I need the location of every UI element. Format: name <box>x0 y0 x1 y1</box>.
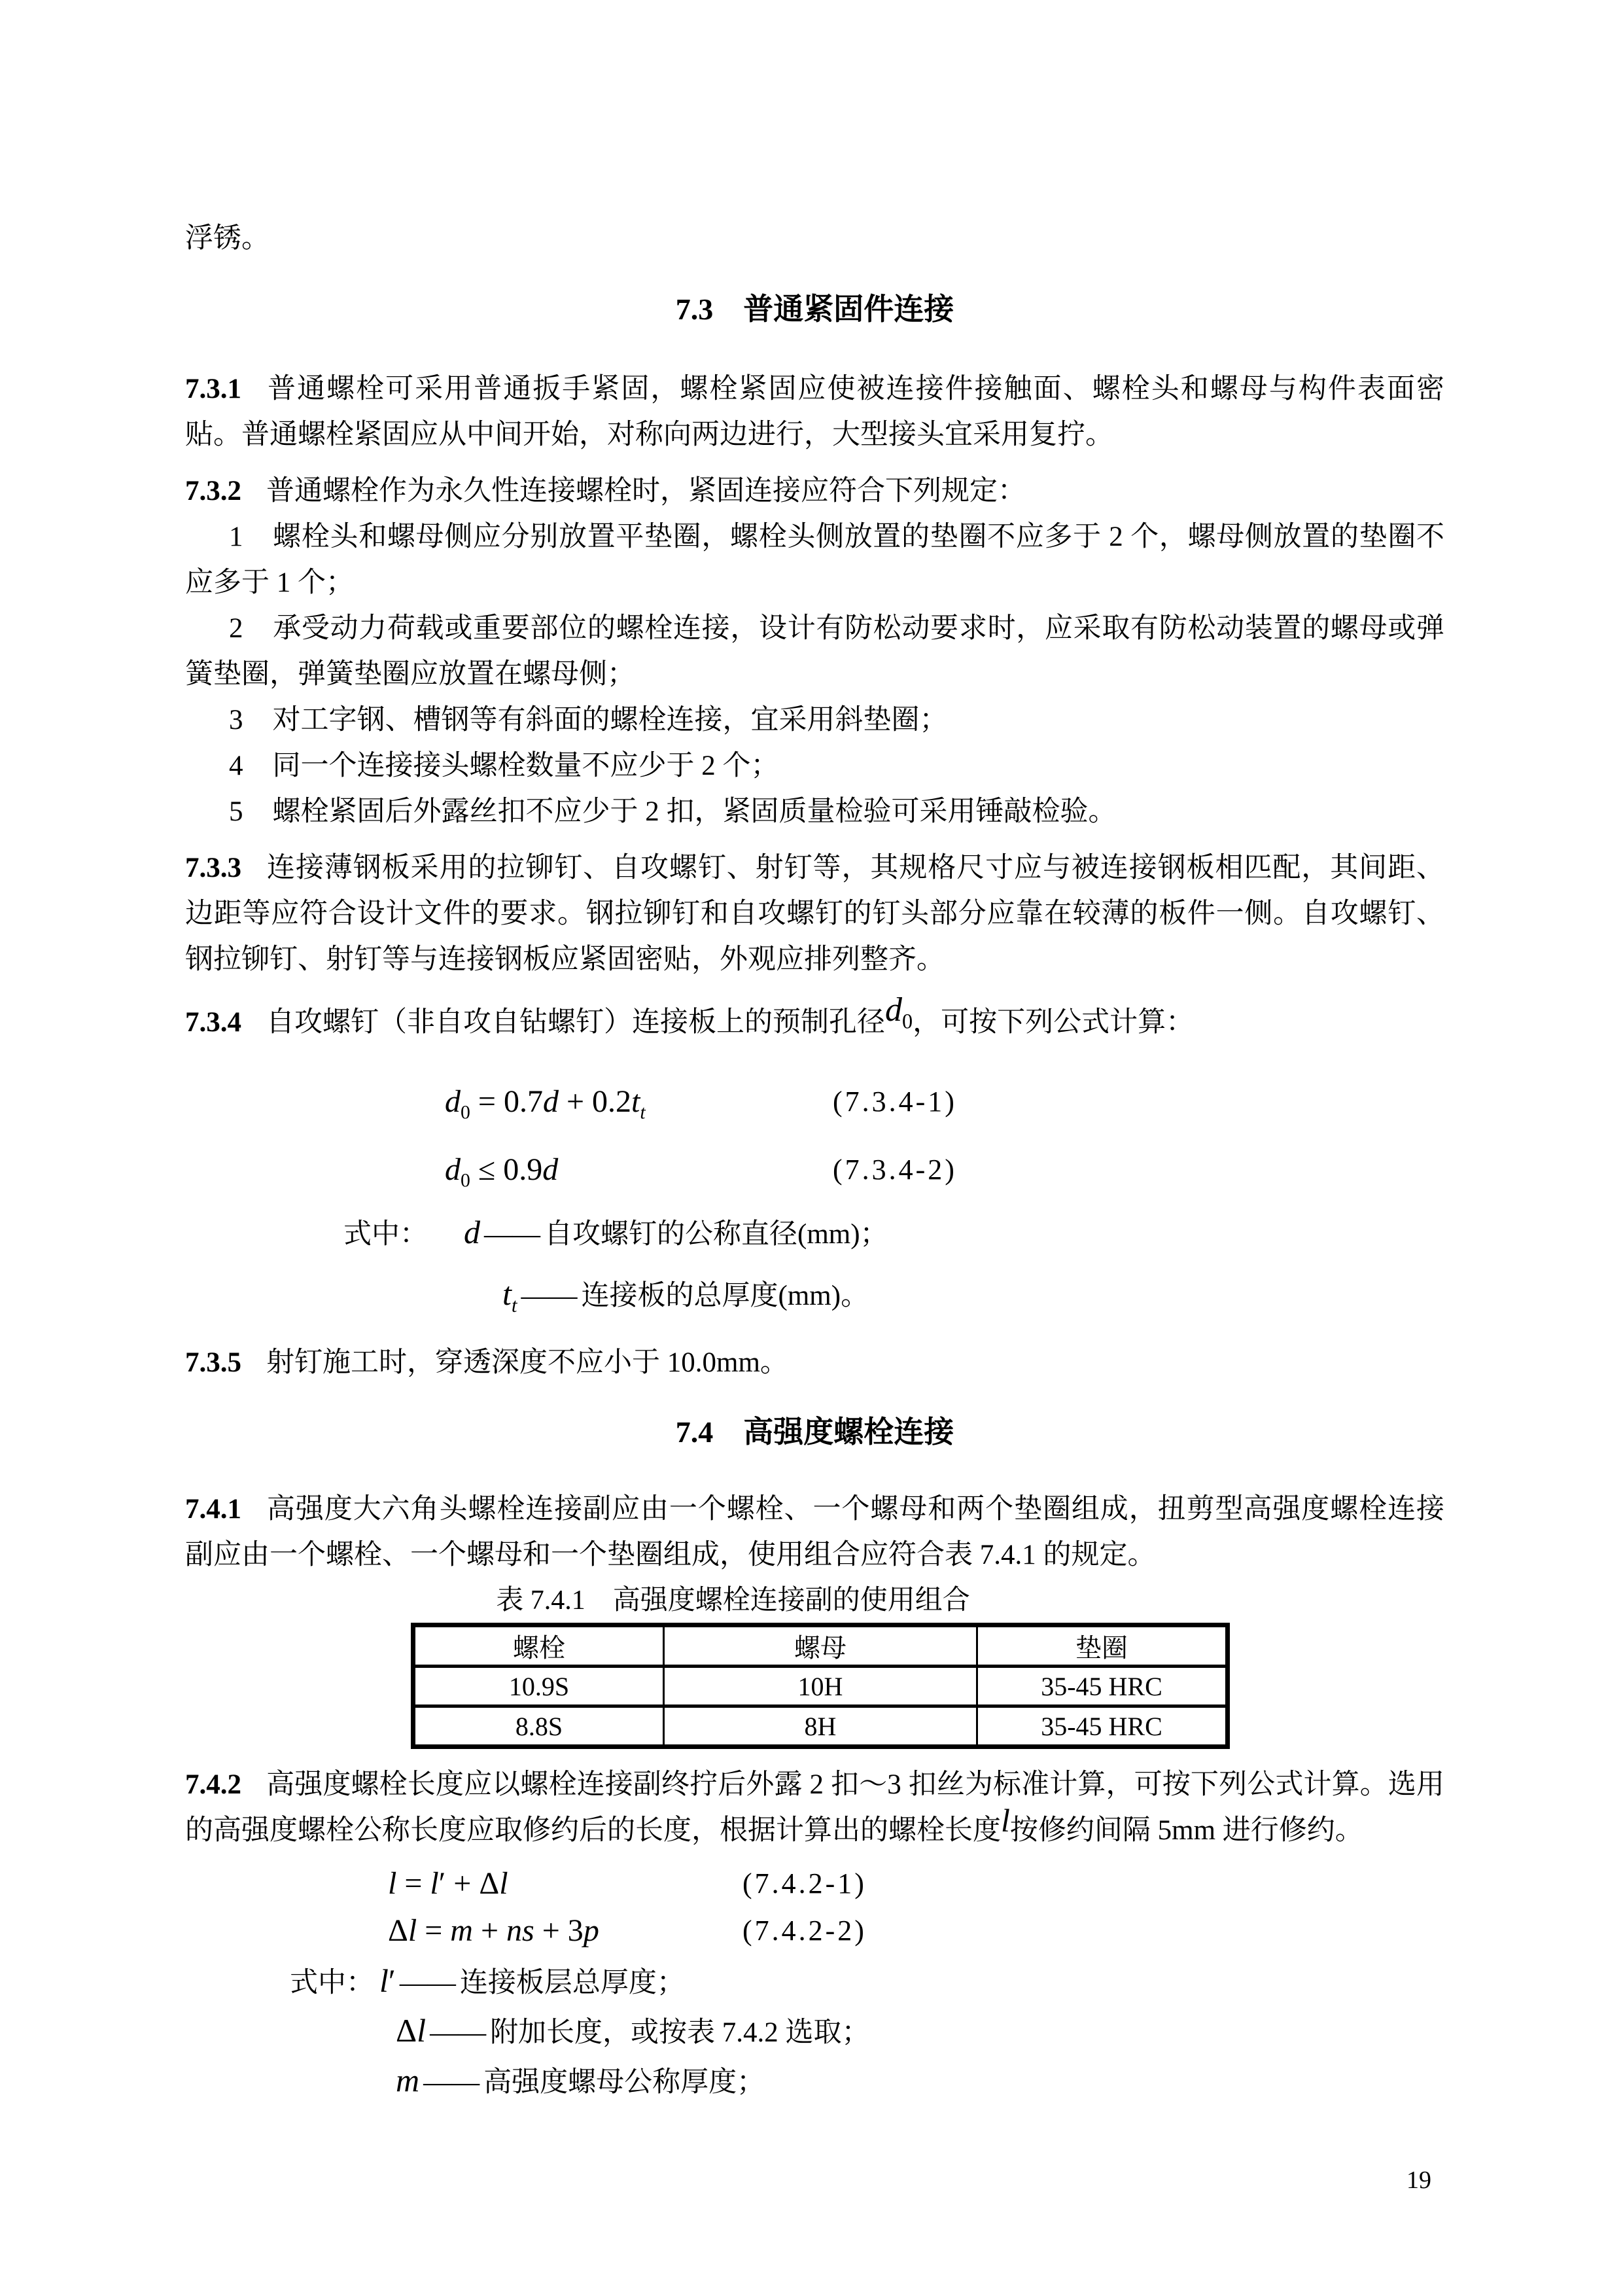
table-header-nut: 螺母 <box>664 1625 977 1667</box>
section-74-number: 7.4 <box>675 1415 714 1449</box>
formula-number: (7.4.2-1) <box>742 1867 867 1899</box>
clause-7-3-3 <box>185 845 1444 983</box>
formula-7-4-2-2 <box>185 1907 1444 1954</box>
where-variable: Δl <box>396 2012 427 2049</box>
formula-7-3-4-2 <box>185 1144 1444 1196</box>
clause-7-3-4 <box>185 993 1444 1052</box>
item-text: 承受动力荷载或重要部位的螺栓连接，设计有防松动要求时，应采取有防松动装置的螺母或弹簧垫圈，弹簧垫圈应放置在螺母侧； <box>185 613 1444 690</box>
where-dash: —— <box>430 2017 487 2048</box>
table-cell: 8.8S <box>413 1706 664 1747</box>
item-number: 3 <box>229 705 243 735</box>
clause-text: 普通螺栓作为永久性连接螺栓时，紧固连接应符合下列规定： <box>266 476 1026 506</box>
formula-7-3-4-1 <box>185 1076 1444 1128</box>
section-73-number: 7.3 <box>675 292 714 326</box>
where-clause-7-3-4-line-2 <box>185 1268 1444 1331</box>
table-7-4-1 <box>411 1623 1230 1749</box>
where-variable: l′ <box>379 1962 396 1999</box>
table-header-row <box>413 1625 1228 1667</box>
clause-text-post: ，可按下列公式计算： <box>913 1007 1195 1038</box>
list-item-3 <box>185 698 1444 743</box>
where-definition: 附加长度，或按表 7.4.2 选取； <box>490 2017 870 2048</box>
where-dash: —— <box>484 1219 540 1250</box>
page-number: 19 <box>1406 2166 1431 2194</box>
item-text: 螺栓头和螺母侧应分别放置平垫圈，螺栓头侧放置的垫圈不应多于 2 个，螺母侧放置的垫圈不应多于 1 个； <box>185 521 1444 598</box>
clause-7-4-2 <box>185 1762 1444 1854</box>
section-74-title: 高强度螺栓连接 <box>743 1415 954 1449</box>
inline-math-l: l <box>1001 1802 1010 1839</box>
list-item-1 <box>185 514 1444 606</box>
clause-text: 连接薄钢板采用的拉铆钉、自攻螺钉、射钉等，其规格尺寸应与被连接钢板相匹配，其间距、边距等应符合设计文件的要求。钢拉铆钉和自攻螺钉的钉头部分应靠在较薄的板件一侧。自攻螺钉、钢拉铆钉、射钉等与连接钢板应紧固密贴，外观应排列整齐。 <box>185 853 1444 975</box>
clause-number: 7.3.4 <box>185 1007 241 1038</box>
item-text: 螺栓紧固后外露丝扣不应少于 2 扣，紧固质量检验可采用锤敲检验。 <box>272 796 1117 827</box>
clause-text-post: 按修约间隔 5mm 进行修约。 <box>1009 1815 1363 1846</box>
formula-expression: l = l′ + Δl <box>388 1866 508 1901</box>
table-row <box>413 1706 1228 1747</box>
where-dash: —— <box>521 1280 578 1311</box>
item-number: 1 <box>229 521 243 552</box>
item-number: 5 <box>229 796 243 827</box>
clause-text: 高强度大六角头螺栓连接副应由一个螺栓、一个螺母和两个垫圈组成，扭剪型高强度螺栓连接副应由一个螺栓、一个螺母和一个垫圈组成，使用组合应符合表 7.4.1 的规定。 <box>185 1494 1444 1570</box>
opening-text: 浮锈。 <box>185 223 270 254</box>
formula-expression: $d_0 \le 0.9d$ <box>445 1152 559 1192</box>
where-definition: 高强度螺母公称厚度； <box>483 2067 765 2098</box>
table-header-bolt: 螺栓 <box>413 1625 664 1667</box>
where-variable: m <box>396 2062 420 2098</box>
formula-number: (7.3.4-2) <box>833 1154 957 1186</box>
list-item-5 <box>185 789 1444 835</box>
list-item-2 <box>185 606 1444 698</box>
clause-7-3-5 <box>185 1340 1444 1386</box>
formula-expression: Δl = m + ns + 3p <box>388 1913 599 1948</box>
where-variable: $t_t$ <box>502 1275 517 1316</box>
section-73-title: 普通紧固件连接 <box>743 292 954 326</box>
where-clause-7-4-2-line-2 <box>185 2007 1444 2057</box>
clause-number: 7.3.2 <box>185 476 241 506</box>
item-number: 4 <box>229 751 243 781</box>
table-cell: 35-45 HRC <box>977 1706 1228 1747</box>
where-definition: 自攻螺钉的公称直径(mm)； <box>544 1219 888 1250</box>
clause-number: 7.3.3 <box>185 853 241 883</box>
where-dash: —— <box>423 2067 480 2098</box>
clause-text-pre: 自攻螺钉（非自攻自钻螺钉）连接板上的预制孔径 <box>266 1007 885 1038</box>
where-clause-7-3-4-line-1 <box>185 1207 1444 1260</box>
table-cell: 10.9S <box>413 1667 664 1706</box>
where-label: 式中： <box>290 1968 374 1998</box>
where-clause-7-4-2-line-3 <box>185 2057 1444 2106</box>
item-text: 同一个连接接头螺栓数量不应少于 2 个； <box>272 751 779 781</box>
table-row <box>413 1667 1228 1706</box>
item-number: 2 <box>229 613 243 644</box>
table-7-4-1-title: 表 7.4.1 高强度螺栓连接副的使用组合 <box>496 1585 970 1616</box>
clause-7-3-1 <box>185 366 1444 458</box>
clause-7-3-2 <box>185 468 1444 514</box>
clause-text-pre: 高强度螺栓长度应以螺栓连接副终拧后外露 2 扣～3 扣丝为标准计算，可按下列公式计算。选用的高强度螺栓公称长度应取修约后的长度，根据计算出的螺栓长度 <box>185 1769 1444 1846</box>
opening-line <box>185 216 1444 262</box>
where-definition: 连接板的总厚度(mm)。 <box>581 1280 869 1311</box>
section-74-heading <box>185 1412 1444 1453</box>
table-header-washer: 垫圈 <box>977 1625 1228 1667</box>
inline-math-d0: $d_0$ <box>885 991 913 1033</box>
section-73-heading <box>185 289 1444 330</box>
page-content <box>185 216 1444 2106</box>
table-cell: 35-45 HRC <box>977 1667 1228 1706</box>
formula-expression: $d_0 = 0.7d + 0.2t_t$ <box>445 1084 646 1123</box>
where-label: 式中： <box>343 1219 428 1250</box>
table-cell: 8H <box>664 1706 977 1747</box>
clause-number: 7.3.1 <box>185 374 241 404</box>
where-clause-7-4-2-line-1 <box>185 1957 1444 2007</box>
table-cell: 10H <box>664 1667 977 1706</box>
clause-text: 射钉施工时，穿透深度不应小于 10.0mm。 <box>266 1347 788 1378</box>
clause-7-4-1 <box>185 1487 1444 1578</box>
where-definition: 连接板层总厚度； <box>459 1968 685 1998</box>
clause-number: 7.4.1 <box>185 1494 241 1525</box>
list-item-4 <box>185 743 1444 789</box>
formula-number: (7.4.2-2) <box>742 1915 867 1947</box>
clause-text: 普通螺栓可采用普通扳手紧固，螺栓紧固应使被连接件接触面、螺栓头和螺母与构件表面密贴。普通螺栓紧固应从中间开始，对称向两边进行，大型接头宜采用复拧。 <box>185 374 1444 450</box>
item-text: 对工字钢、槽钢等有斜面的螺栓连接，宜采用斜垫圈； <box>272 705 948 735</box>
where-variable: d <box>464 1214 480 1250</box>
formula-number: (7.3.4-1) <box>833 1086 957 1118</box>
where-dash: —— <box>399 1968 456 1998</box>
clause-number: 7.4.2 <box>185 1769 241 1800</box>
clause-number: 7.3.5 <box>185 1347 241 1378</box>
formula-7-4-2-1 <box>185 1860 1444 1907</box>
